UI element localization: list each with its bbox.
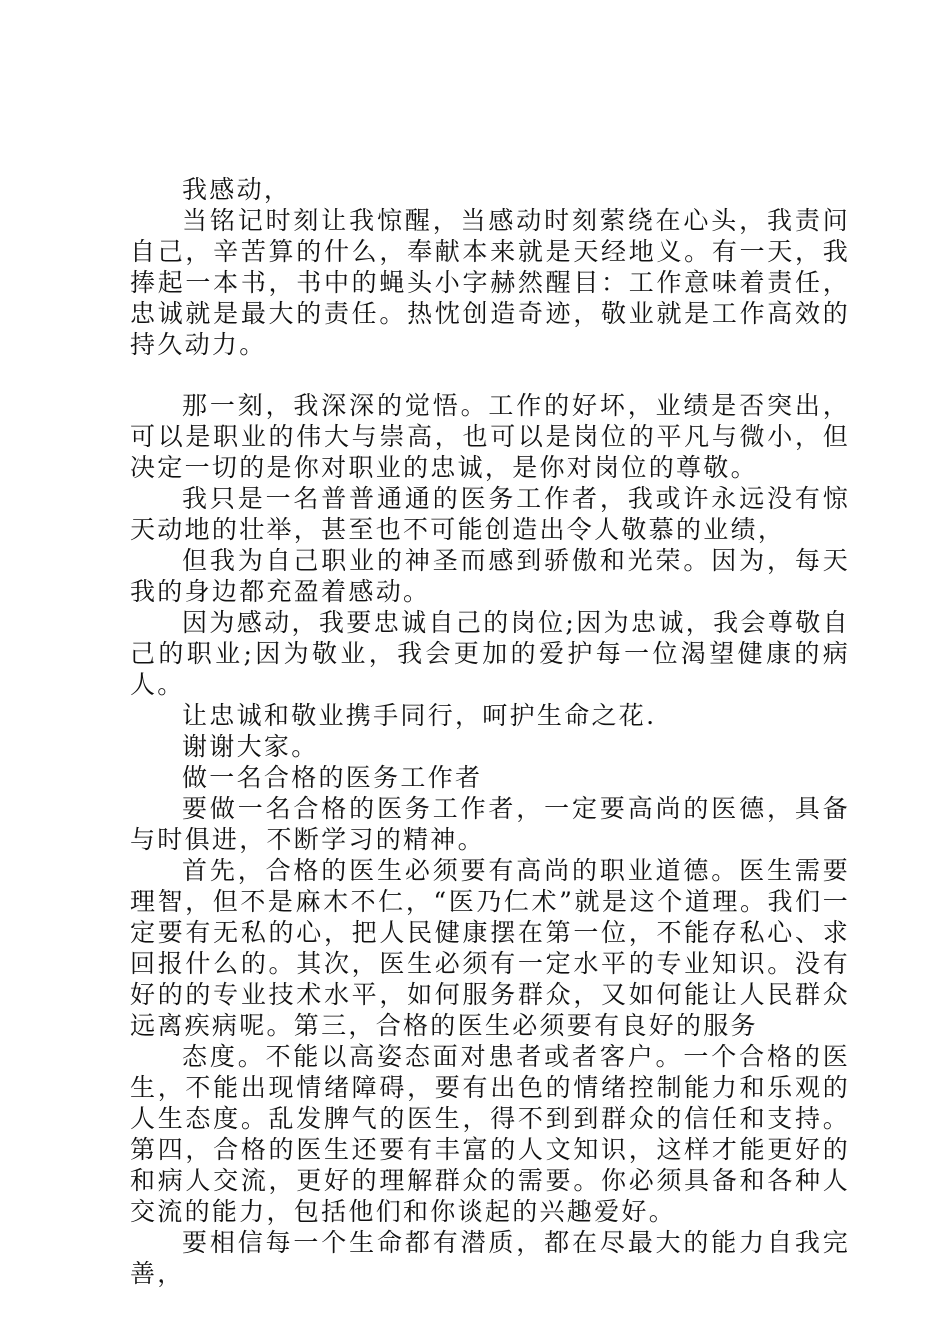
paragraph: 我感动， bbox=[182, 175, 292, 204]
paragraph: 当铭记时刻让我惊醒，当感动时刻萦绕在心头，我责问自己，辛苦算的什么，奉献本来就是天经地义。有一天，我捧起一本书，书中的蝇头小字赫然醒目：工作意味着责任，忠诚就是最大的责任。热忱创造奇迹，敬业就是工作高效的持久动力。 bbox=[130, 206, 850, 359]
paragraph: 态度。不能以高姿态面对患者或者客户。一个合格的医生，不能出现情绪障碍，要有出色的情绪控制能力和乐观的人生态度。乱发脾气的医生，得不到到群众的信任和支持。第四，合格的医生还要有丰富的人文知识，这样才能更好的和病人交流，更好的理解群众的需要。你必须具备和各种人交流的能力，包括他们和你谈起的兴趣爱好。 bbox=[130, 1042, 850, 1226]
paragraph: 那一刻，我深深的觉悟。工作的好坏，业绩是否突出，可以是职业的伟大与崇高，也可以是岗位的平凡与微小，但决定一切的是你对职业的忠诚，是你对岗位的尊敬。 bbox=[130, 391, 850, 482]
paragraph: 首先，合格的医生必须要有高尚的职业道德。医生需要理智，但不是麻木不仁，“医乃仁术”就是这个道理。我们一定要有无私的心，把人民健康摆在第一位，不能存私心、求回报什么的。其次，医生必须有一定水平的专业知识。没有好的的专业技术水平，如何服务群众，又如何能让人民群众远离疾病呢。第三，合格的医生必须要有良好的服务 bbox=[130, 856, 850, 1040]
paragraph-gap bbox=[130, 360, 850, 390]
paragraph: 因为感动，我要忠诚自己的岗位;因为忠诚，我会尊敬自己的职业;因为敬业，我会更加的爱护每一位渴望健康的病人。 bbox=[130, 608, 850, 699]
paragraph: 让忠诚和敬业携手同行，呵护生命之花. bbox=[182, 701, 657, 730]
document-page bbox=[130, 174, 850, 1289]
section-title: 做一名合格的医务工作者 bbox=[182, 763, 483, 792]
paragraph: 但我为自己职业的神圣而感到骄傲和光荣。因为，每天我的身边都充盈着感动。 bbox=[130, 546, 850, 606]
paragraph: 要做一名合格的医务工作者，一定要高尚的医德，具备与时俱进，不断学习的精神。 bbox=[130, 794, 850, 854]
paragraph: 我只是一名普普通通的医务工作者，我或许永远没有惊天动地的壮举，甚至也不可能创造出令人敬慕的业绩， bbox=[130, 484, 850, 544]
paragraph: 谢谢大家。 bbox=[182, 732, 319, 761]
paragraph: 要相信每一个生命都有潜质，都在尽最大的能力自我完善， bbox=[130, 1228, 850, 1288]
